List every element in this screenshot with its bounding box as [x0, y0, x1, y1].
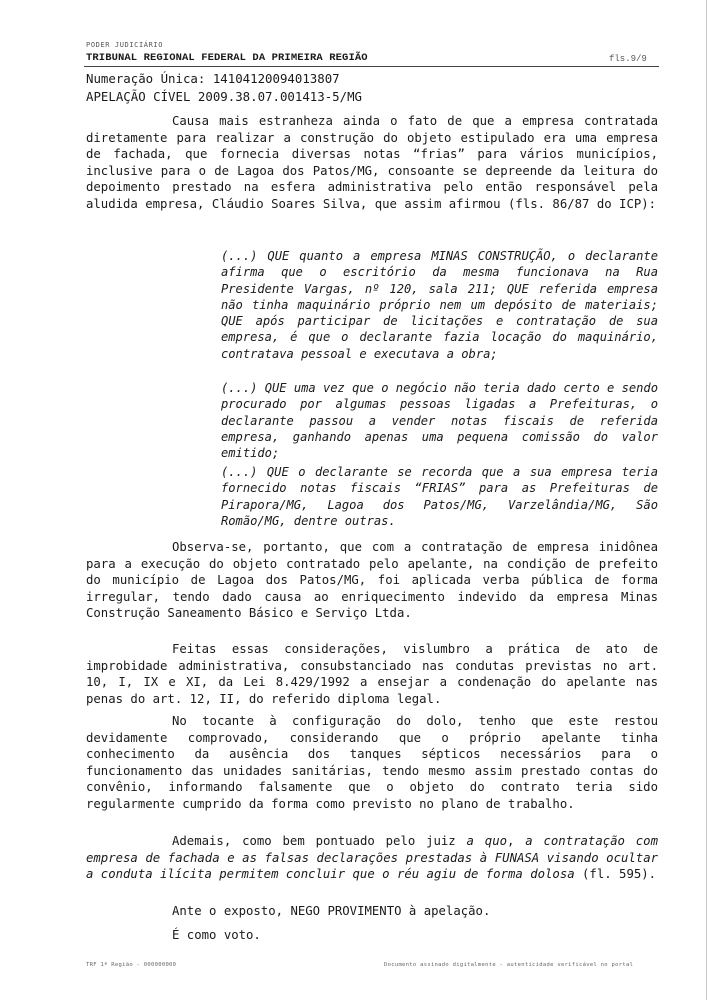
- paragraph-3: Feitas essas considerações, vislumbro a prática de ato de improbidade administrativa, consubstanciado nas condutas previstas no art. 10, I, IX e XI, da Lei 8.429/1992 a ensejar a condenação do apelante nas penas do art. 12, II, do referido diploma legal.: [86, 642, 658, 706]
- quote-3: (...) QUE o declarante se recorda que a sua empresa teria fornecido notas fiscais “FRIAS” para as Prefeituras de Pirapora/MG, Lagoa dos Patos/MG, Varzelândia/MG, São Romão/MG, dentre outras.: [221, 465, 658, 528]
- paragraph-5-citation: (fl. 595).: [574, 867, 657, 882]
- paragraph-5-judge-quote: a contratação com empresa de fachada e as falsas declarações prestadas à FUNASA visando ocultar a conduta ilícita permitem concluir que o réu agiu de forma dolosa: [86, 834, 658, 882]
- footer-right-text: Documento assinado digitalmente - autenticidade verificável no portal: [384, 962, 634, 968]
- paragraph-1: Causa mais estranheza ainda o fato de que a empresa contratada diretamente para realizar a construção do objeto estipulado era uma empresa de fachada, que fornecia diversas notas “frias” para vários municípios, inclusive para o de Lagoa dos Patos/MG, consoante se depreende da leitura do depoimento prestado na esfera administrativa pelo então responsável pela aludida empresa, Cláudio Soares Silva, que assim afirmou (fls. 86/87 do ICP):: [86, 114, 658, 211]
- header-court-name: TRIBUNAL REGIONAL FEDERAL DA PRIMEIRA REGIÃO: [86, 52, 368, 64]
- paragraph-5-comma: ,: [507, 834, 526, 848]
- paragraph-5: [86, 833, 658, 883]
- paragraph-2: Observa-se, portanto, que com a contratação de empresa inidônea para a execução do objeto contratado pelo apelante, na condição de prefeito do município de Lagoa dos Patos/MG, foi aplicada verba pública de forma irregular, tendo dado causa ao enriquecimento indevido da empresa Minas Construção Saneamento Básico e Serviço Ltda.: [86, 540, 658, 621]
- footer-left-text: TRF 1ª Região - 000000000: [86, 962, 177, 968]
- quote-1: (...) QUE quanto a empresa MINAS CONSTRUÇÃO, o declarante afirma que o escritório da mesma funcionava na Rua Presidente Vargas, nº 120, sala 211; QUE referida empresa não tinha maquinário próprio nem um depósito de materiais; QUE após participar de licitações e contratação de sua empresa, é que o declarante fazia locação do maquinário, contratava pessoal e executava a obra;: [221, 249, 658, 361]
- header-divider: [84, 66, 659, 67]
- paragraph-5-a-quo: a quo: [466, 834, 507, 848]
- case-appeal-number: APELAÇÃO CÍVEL 2009.38.07.001413-5/MG: [86, 89, 363, 104]
- header-agency: PODER JUDICIÁRIO: [86, 41, 164, 49]
- decision-line: Ante o exposto, NEGO PROVIMENTO à apelação.: [172, 904, 491, 918]
- closing-line: É como voto.: [172, 928, 261, 942]
- paragraph-4: No tocante à configuração do dolo, tenho que este restou devidamente comprovado, considerando que o próprio apelante tinha conhecimento da ausência dos tanques sépticos necessários para o funcionamento das unidades sanitárias, tendo mesmo assim prestado contas do convênio, informando falsamente que o objeto do contrato teria sido regularmente cumprido da forma como previsto no plano de trabalho.: [86, 714, 658, 811]
- case-unique-number: Numeração Única: 14104120094013807: [86, 71, 340, 86]
- header-page-reference: fls.9/9: [609, 54, 647, 64]
- paragraph-5-intro: Ademais, como bem pontuado pelo juiz: [172, 834, 467, 848]
- quote-2: (...) QUE uma vez que o negócio não teria dado certo e sendo procurado por algumas pessoas ligadas a Prefeituras, o declarante passou a vender notas fiscais de referida empresa, ganhando apenas uma pequena comissão do valor emitido;: [221, 381, 658, 461]
